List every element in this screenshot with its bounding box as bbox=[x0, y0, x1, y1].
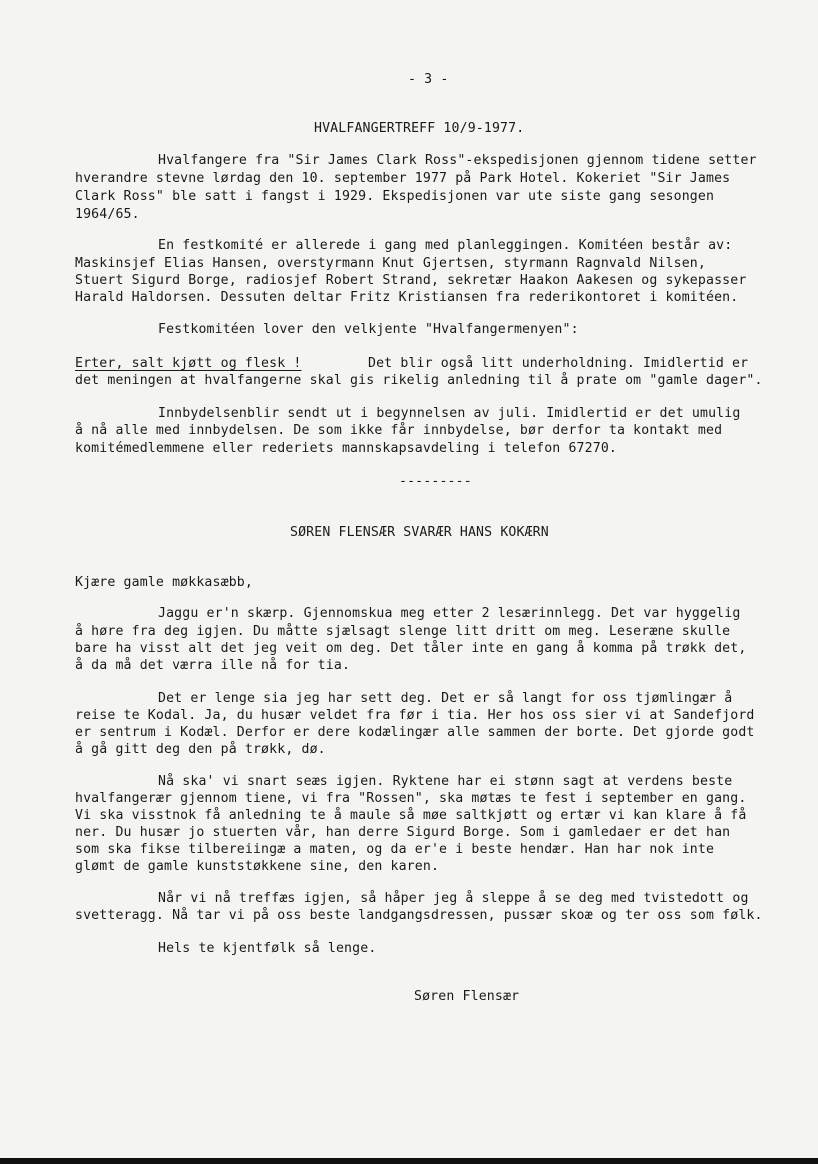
article2-p4-line: svetteragg. Nå tar vi på oss beste landgangsdressen, pussær skoæ og ter oss som følk. bbox=[75, 908, 763, 923]
article1-title: HVALFANGERTREFF 10/9-1977. bbox=[314, 121, 525, 136]
article2-title: SØREN FLENSÆR SVARÆR HANS KOKÆRN bbox=[290, 525, 549, 540]
article2-p3-line: Vi ska visstnok få anledning te å maule så møe saltkjøtt og ertær vi kan klare å få bbox=[75, 808, 747, 823]
article2-p4-line: Når vi nå treffæs igjen, så håper jeg å sleppe å se deg med tvistedott og bbox=[158, 891, 749, 906]
menu-text: Erter, salt kjøtt og flesk ! bbox=[75, 356, 302, 371]
article2-p2-line: er sentrum i Kodæl. Derfor er dere kodælingær alle sammen der borte. Det gjorde godt bbox=[75, 725, 755, 740]
article2-p3-line: glømt de gamle kunststøkkene sine, den karen. bbox=[75, 859, 440, 874]
scan-edge bbox=[0, 1158, 818, 1164]
article2-p3-line: som ska fikse tilbereiingæ a maten, og da er'e i beste hendær. Han har nok inte bbox=[75, 842, 715, 857]
closing-line: Hels te kjentfølk så lenge. bbox=[158, 941, 377, 956]
article1-p1-line: Hvalfangere fra "Sir James Clark Ross"-ekspedisjonen gjennom tidene setter bbox=[158, 153, 757, 168]
signature: Søren Flensær bbox=[414, 989, 520, 1004]
article1-p5-line: komitémedlemmene eller rederiets mannskapsavdeling i telefon 67270. bbox=[75, 441, 617, 456]
article2-p1-line: å høre fra deg igjen. Du måtte sjælsagt slenge litt dritt om meg. Leseræne skulle bbox=[75, 624, 731, 639]
article1-p5-line: Innbydelsenblir sendt ut i begynnelsen av juli. Imidlertid er det umulig bbox=[158, 406, 741, 421]
page-number: - 3 - bbox=[408, 72, 449, 87]
article2-p1-line: å da må det værra ille nå for tia. bbox=[75, 658, 351, 673]
article1-p1-line: Clark Ross" ble satt i fangst i 1929. Ekspedisjonen var ute siste gang sesongen bbox=[75, 189, 715, 204]
article1-p2-line: Maskinsjef Elias Hansen, overstyrmann Knut Gjertsen, styrmann Ragnvald Nilsen, bbox=[75, 256, 706, 271]
article1-p4-line: Det blir også litt underholdning. Imidlertid er bbox=[368, 356, 749, 371]
article2-p3-line: ner. Du husær jo stuerten vår, han derre Sigurd Borge. Som i gamledaer er det han bbox=[75, 825, 731, 840]
salutation: Kjære gamle møkkasæbb, bbox=[75, 575, 253, 590]
article1-p2-line: Stuert Sigurd Borge, radiosjef Robert Strand, sekretær Haakon Aakesen og sykepasser bbox=[75, 273, 747, 288]
article2-p3-line: hvalfangerær gjennom tiene, vi fra "Rossen", ska møtæs te fest i september en gang. bbox=[75, 791, 747, 806]
article2-p2-line: reise te Kodal. Ja, du husær veldet fra før i tia. Her hos oss sier vi at Sandefjord bbox=[75, 708, 755, 723]
article2-p2-line: å gå gitt deg den på trøkk, dø. bbox=[75, 742, 326, 757]
article2-p1-line: bare ha visst alt det jeg veit om deg. Det tåler inte en gang å komma på trøkk det, bbox=[75, 641, 747, 656]
article1-p1-line: 1964/65. bbox=[75, 207, 140, 222]
article1-p2-line: Harald Haldorsen. Dessuten deltar Fritz Kristiansen fra rederikontoret i komitéen. bbox=[75, 290, 739, 305]
article1-p5-line: å nå alle med innbydelsen. De som ikke får innbydelse, bør derfor ta kontakt med bbox=[75, 423, 723, 438]
article1-p1-line: hverandre stevne lørdag den 10. september 1977 på Park Hotel. Kokeriet "Sir James bbox=[75, 171, 731, 186]
article1-p3: Festkomitéen lover den velkjente "Hvalfangermenyen": bbox=[158, 322, 579, 337]
article1-p2-line: En festkomité er allerede i gang med planleggingen. Komitéen består av: bbox=[158, 238, 733, 253]
article2-p2-line: Det er lenge sia jeg har sett deg. Det er så langt for oss tjømlingær å bbox=[158, 691, 733, 706]
article2-p3-line: Nå ska' vi snart seæs igjen. Ryktene har ei stønn sagt at verdens beste bbox=[158, 774, 733, 789]
article2-p1-line: Jaggu er'n skærp. Gjennomskua meg etter 2 lesærinnlegg. Det var hyggelig bbox=[158, 606, 741, 621]
article1-p4-line: det meningen at hvalfangerne skal gis rikelig anledning til å prate om "gamle dager". bbox=[75, 373, 763, 388]
section-divider: --------- bbox=[399, 474, 472, 489]
